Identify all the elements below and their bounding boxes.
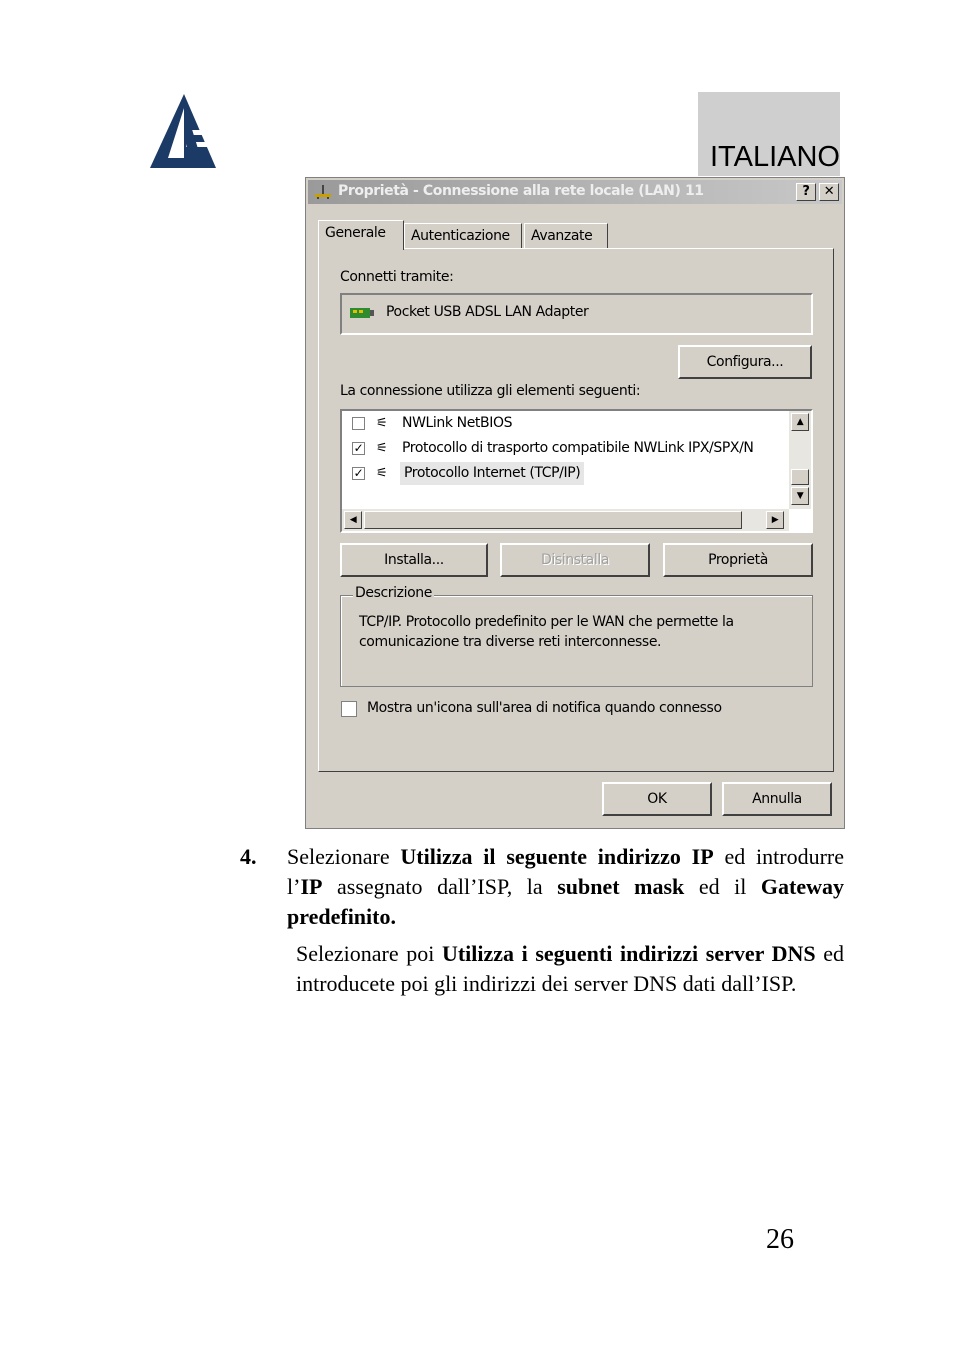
text-run: ed il	[684, 874, 761, 899]
dialog-title: Proprietà - Connessione alla rete locale (LAN) 11	[338, 183, 704, 199]
page-number: 26	[766, 1224, 794, 1255]
list-item-label: NWLink NetBIOS	[402, 415, 513, 431]
scroll-up-icon[interactable]: ▲	[791, 413, 809, 431]
list-item[interactable]	[342, 411, 782, 436]
list-item-label: Protocollo di trasporto compatibile NWLink IPX/SPX/N	[402, 440, 754, 456]
text-run: ed introdurre l’	[287, 844, 845, 899]
list-item[interactable]	[342, 436, 782, 461]
close-button[interactable]: ✕	[819, 183, 839, 201]
items-label: La connessione utilizza gli elementi seguenti:	[340, 383, 641, 399]
network-connection-icon	[314, 184, 332, 200]
scroll-right-icon[interactable]: ▶	[766, 511, 784, 529]
vertical-scrollbar[interactable]	[789, 411, 811, 509]
protocol-icon: ⚟	[376, 416, 388, 431]
company-logo	[146, 92, 220, 170]
properties-button[interactable]: Proprietà	[663, 543, 813, 577]
network-adapter-icon	[350, 306, 374, 320]
text-run: Selezionare poi	[296, 941, 442, 966]
protocol-icon: ⚟	[376, 466, 388, 481]
show-icon-label: Mostra un'icona sull'area di notifica quando connesso	[367, 700, 722, 716]
language-label: ITALIANO	[710, 141, 840, 173]
item-checkbox[interactable]	[352, 417, 365, 430]
text-bold: Gateway predefinito.	[287, 874, 844, 929]
show-icon-checkbox[interactable]	[341, 701, 357, 717]
horizontal-scrollbar[interactable]	[342, 509, 789, 531]
scroll-down-icon[interactable]: ▼	[791, 487, 809, 505]
tab-generale[interactable]: Generale	[318, 220, 404, 250]
uninstall-button[interactable]: Disinstalla	[500, 543, 650, 577]
install-button[interactable]: Installa...	[340, 543, 488, 577]
components-list	[340, 409, 813, 533]
list-item-selected[interactable]	[342, 461, 782, 486]
protocol-icon: ⚟	[376, 441, 388, 456]
configure-button[interactable]: Configura...	[678, 345, 812, 379]
help-button[interactable]: ?	[796, 183, 816, 201]
text-bold: IP	[300, 874, 323, 899]
adapter-field	[340, 293, 813, 335]
tab-autenticazione[interactable]: Autenticazione	[404, 223, 522, 249]
description-legend: Descrizione	[355, 585, 432, 601]
text-bold: subnet mask	[557, 874, 685, 899]
dialog-titlebar[interactable]	[308, 180, 842, 204]
scroll-thumb[interactable]	[364, 511, 742, 529]
step-number: 4.	[240, 844, 257, 869]
text-bold: Utilizza il seguente indirizzo IP	[400, 844, 714, 869]
connect-using-label: Connetti tramite:	[340, 269, 454, 285]
text-bold: Utilizza i seguenti indirizzi server DNS	[441, 941, 816, 966]
ok-button[interactable]: OK	[602, 782, 712, 816]
description-groupbox	[340, 585, 813, 687]
tab-panel-generale	[318, 248, 834, 772]
tab-avanzate[interactable]: Avanzate	[524, 223, 608, 249]
description-text: TCP/IP. Protocollo predefinito per le WAN che permette la comunicazione tra diverse reti interconnesse.	[359, 614, 734, 650]
scroll-thumb[interactable]	[791, 469, 809, 485]
text-run: assegnato dall’ISP, la	[322, 874, 558, 899]
item-checkbox[interactable]: ✓	[353, 466, 364, 480]
list-item-label: Protocollo Internet (TCP/IP)	[400, 462, 584, 485]
scroll-left-icon[interactable]: ◀	[344, 511, 362, 529]
text-run: Selezionare	[287, 844, 401, 869]
item-checkbox[interactable]: ✓	[353, 441, 364, 455]
text-run: ed introducete poi gli indirizzi dei server DNS dati dall’ISP.	[296, 941, 844, 996]
step-paragraph-2	[296, 939, 844, 999]
properties-dialog	[305, 177, 845, 829]
step-paragraph-1	[287, 842, 844, 932]
adapter-name: Pocket USB ADSL LAN Adapter	[386, 304, 589, 320]
cancel-button[interactable]: Annulla	[722, 782, 832, 816]
